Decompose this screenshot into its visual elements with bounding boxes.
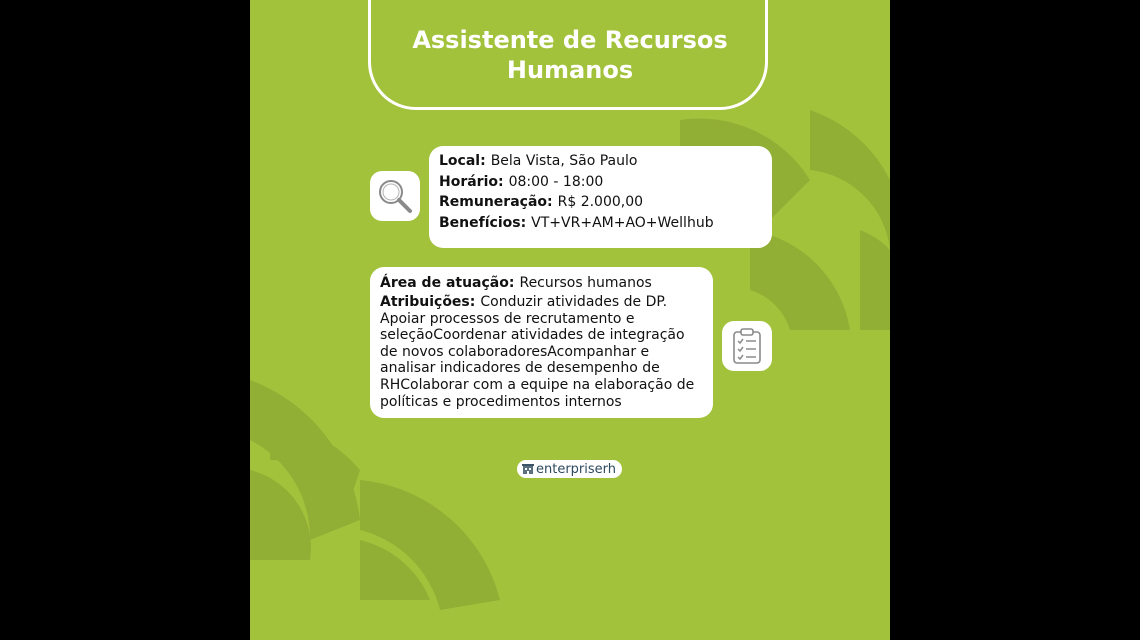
job-title: Assistente de Recursos Humanos	[412, 26, 728, 84]
job-info-card	[429, 146, 772, 248]
building-logo-icon	[522, 463, 534, 475]
role-card	[370, 267, 713, 418]
magnifier-icon-box	[370, 171, 420, 221]
role-row-duties: Atribuições: Conduzir atividades de DP. Apoiar processos de recrutamento e seleçãoCoordenar atividades de integração de novos colaboradoresAcompanhar e analisar indicadores de desempenho de RHColaborar com a equipe na elaboração de políticas e procedimentos internos	[380, 294, 695, 410]
info-row-benefits: Benefícios: VT+VR+AM+AO+Wellhub	[439, 214, 714, 231]
info-row-schedule: Horário: 08:00 - 18:00	[439, 173, 604, 190]
info-row-salary: Remuneração: R$ 2.000,00	[439, 194, 644, 210]
clipboard-checklist-icon	[731, 327, 763, 365]
clipboard-icon-box	[722, 321, 772, 371]
brand-name: enterpriserh	[536, 461, 617, 477]
job-poster	[250, 0, 890, 640]
info-row-location: Local: Bela Vista, São Paulo	[439, 153, 638, 169]
magnifier-icon	[376, 177, 414, 215]
role-row-area: Área de atuação: Recursos humanos	[380, 275, 652, 291]
brand-logo	[517, 460, 622, 478]
